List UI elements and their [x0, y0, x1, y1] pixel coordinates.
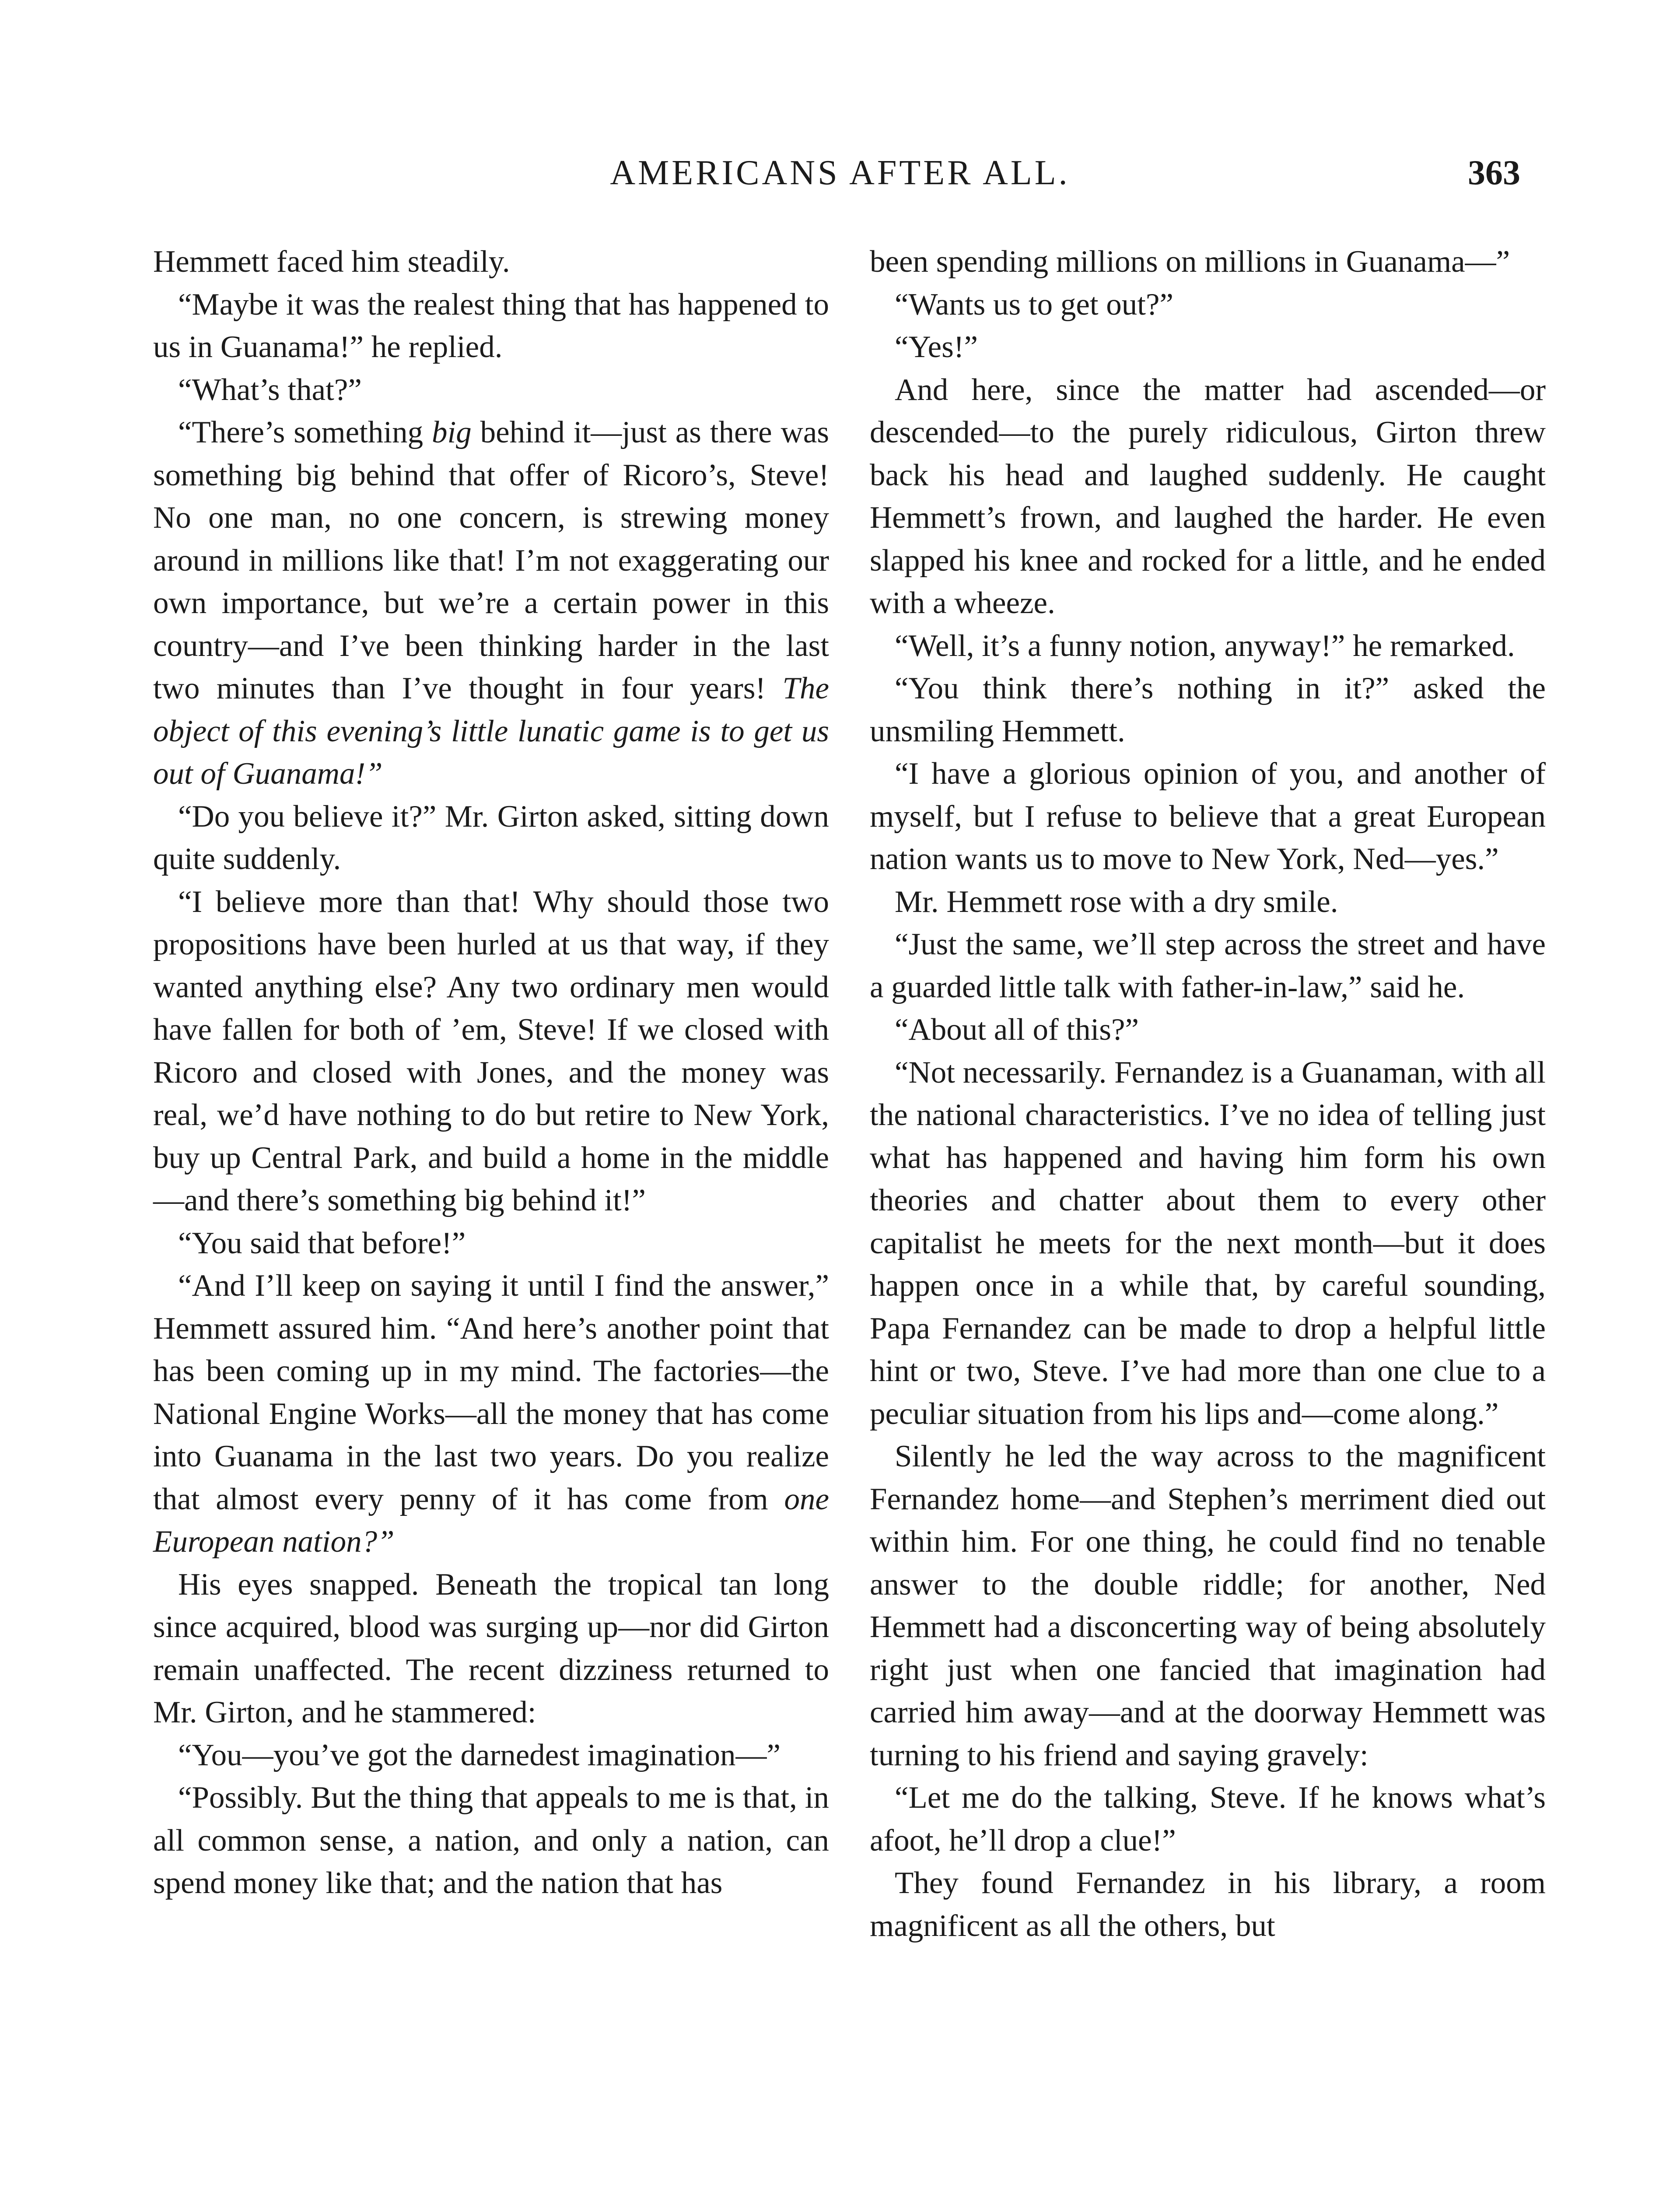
left-column — [153, 241, 829, 1905]
page-header — [151, 153, 1529, 201]
paragraph: “Not necessarily. Fernandez is a Guanaman, with all the national characteristics. I’ve no idea of telling just what has happened and having him form his own theories and chatter about them to every other capitalist he meets for the next month—but it does happen once in a while that, by careful sounding, Papa Fernandez can be made to drop a helpful little hint or two, Steve. I’ve had more than one clue to a peculiar situation from his lips and—come along.” — [870, 1055, 1546, 1431]
emphasis: big — [432, 415, 472, 449]
paragraph: “You think there’s nothing in it?” asked the unsmiling Hemmett. — [870, 671, 1546, 748]
paragraph: They found Fernandez in his library, a room magnificent as all the others, but — [870, 1866, 1546, 1943]
paragraph: Silently he led the way across to the magnificent Fernandez home—and Stephen’s merriment died out within him. For one thing, he could find no tenable answer to the double riddle; for another, Ned Hemmett had a disconcerting way of being absolutely right just when one fancied that imagination had carried him away—and at the doorway Hemmett was turning to his friend and saying gravely: — [870, 1439, 1546, 1772]
page-number: 363 — [1468, 154, 1520, 192]
paragraph: Mr. Hemmett rose with a dry smile. — [895, 884, 1338, 919]
paragraph: “Do you believe it?” Mr. Girton asked, sitting down quite suddenly. — [153, 799, 829, 876]
paragraph: “I believe more than that! Why should those two propositions have been hurled at us that way, if they wanted anything else? Any two ordinary men would have fallen for both of ’em, Steve! If we closed with Ricoro and closed with Jones, and the money was real, we’d have nothing to do but retire to New York, buy up Central Park, and build a home in the middle—and there’s something big behind it!” — [153, 884, 829, 1217]
paragraph: “About all of this?” — [895, 1013, 1139, 1047]
paragraph: “Maybe it was the realest thing that has happened to us in Guanama!” he replied. — [153, 287, 829, 364]
paragraph: “And I’ll keep on saying it until I find the answer,” Hemmett assured him. “And here’s another point that has been coming up in my mind. The factories—the National Engine Works—all the money that has come into Guanama in the last two years. Do you realize that almost every penny of it has come from one European nation?” — [153, 1269, 829, 1559]
emphasis: one European nation?” — [153, 1482, 829, 1559]
paragraph: “You said that before!” — [178, 1226, 466, 1260]
paragraph: “Yes!” — [895, 330, 978, 364]
paragraph: “Possibly. But the thing that appeals to me is that, in all common sense, a nation, and only a nation, can spend money like that; and the nation that has — [153, 1781, 829, 1900]
paragraph: been spending millions on millions in Guanama—” — [870, 245, 1510, 279]
paragraph: “What’s that?” — [178, 372, 362, 407]
running-title: AMERICANS AFTER ALL. — [610, 154, 1070, 192]
paragraph: “You—you’ve got the darnedest imagination—” — [178, 1738, 781, 1772]
emphasis: The object of this evening’s little lunatic game is to get us out of Guanama!” — [153, 671, 829, 791]
paragraph: His eyes snapped. Beneath the tropical tan long since acquired, blood was surging up—nor did Girton remain unaffected. The recent dizziness returned to Mr. Girton, and he stammered: — [153, 1567, 829, 1729]
paragraph: “Let me do the talking, Steve. If he knows what’s afoot, he’ll drop a clue!” — [870, 1781, 1546, 1858]
paragraph: “Just the same, we’ll step across the street and have a guarded little talk with father-in-law,” said he. — [870, 927, 1546, 1004]
paragraph: “There’s something big behind it—just as there was something big behind that offer of Ricoro’s, Steve! No one man, no one concern, is strewing money around in millions like that! I’m not exaggerating our own importance, but we’re a certain power in this country—and I’ve been thinking harder in the last two minutes than I’ve thought in four years! The object of this evening’s little lunatic game is to get us out of Guanama!” — [153, 415, 829, 791]
paragraph: And here, since the matter had ascended—or descended—to the purely ridiculous, Girton threw back his head and laughed suddenly. He caught Hemmett’s frown, and laughed the harder. He even slapped his knee and rocked for a little, and he ended with a wheeze. — [870, 372, 1546, 620]
paragraph: “Wants us to get out?” — [895, 287, 1174, 322]
right-column — [870, 241, 1546, 1947]
paragraph: “Well, it’s a funny notion, anyway!” he remarked. — [895, 628, 1515, 663]
paragraph: “I have a glorious opinion of you, and another of myself, but I refuse to believe that a great European nation wants us to move to New York, Ned—yes.” — [870, 757, 1546, 876]
paragraph: Hemmett faced him steadily. — [153, 245, 510, 279]
